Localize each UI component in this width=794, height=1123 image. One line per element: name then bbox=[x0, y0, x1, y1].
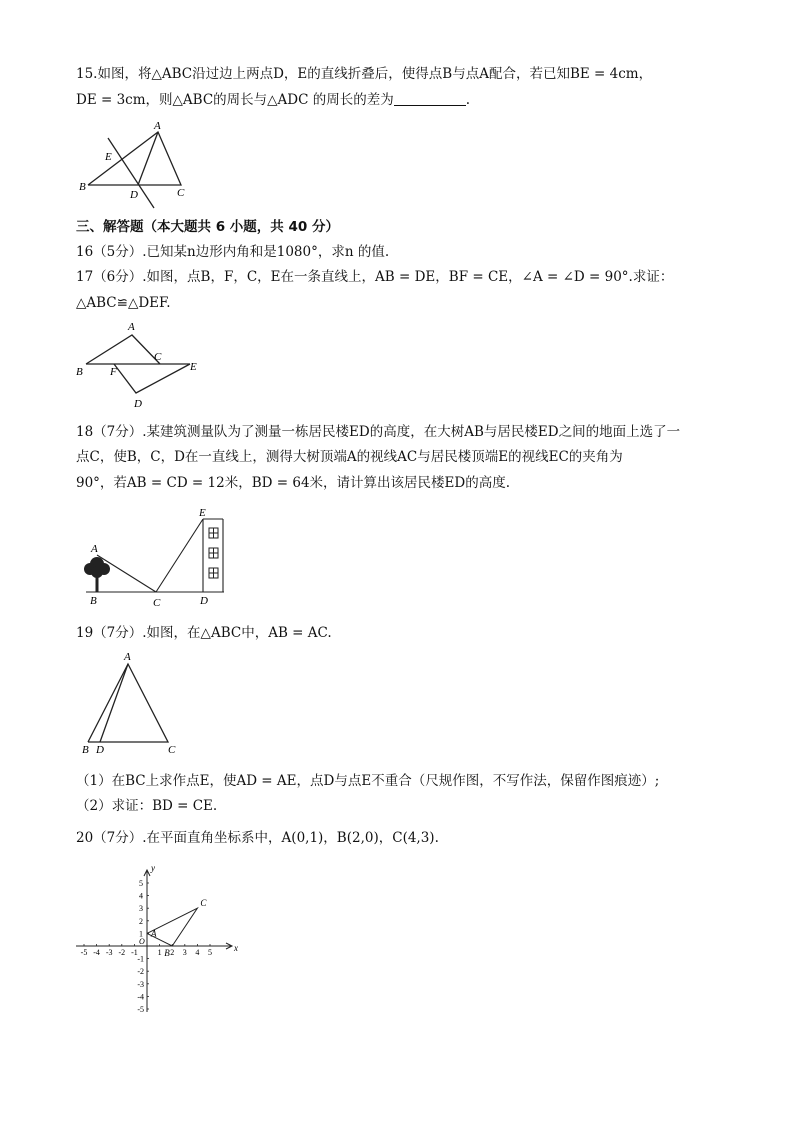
q15-line2-end: . bbox=[465, 92, 471, 108]
q15-figure bbox=[74, 118, 204, 213]
q19-figure bbox=[78, 650, 188, 760]
q15-line2-text: DE = 3cm，则△ABC的周长与△ADC 的周长的差为 bbox=[76, 92, 394, 108]
label-b: B bbox=[90, 595, 97, 607]
label-b: B bbox=[164, 948, 170, 958]
x-tick-label: 3 bbox=[182, 948, 187, 957]
label-f: F bbox=[110, 366, 117, 378]
x-tick-label: -3 bbox=[105, 948, 113, 957]
q20-text: 20（7分）.在平面直角坐标系中，A(0,1)，B(2,0)，C(4,3). bbox=[76, 830, 439, 846]
y-tick-label: -3 bbox=[137, 979, 144, 989]
label-c: C bbox=[177, 187, 185, 199]
label-c: C bbox=[200, 898, 207, 909]
q18-line1: 18（7分）.某建筑测量队为了测量一栋居民楼ED的高度，在大树AB与居民楼ED之间的地面上选了一 bbox=[76, 424, 681, 440]
q18-line3: 90°，若AB = CD = 12米，BD = 64米，请计算出该居民楼ED的高度. bbox=[76, 475, 511, 491]
label-e: E bbox=[190, 361, 197, 373]
x-axis-label: x bbox=[234, 943, 238, 953]
label-b: B bbox=[76, 366, 83, 378]
q15-line2 bbox=[76, 90, 470, 110]
q17-line2: △ABC≌△DEF. bbox=[76, 295, 171, 311]
y-tick-label: 3 bbox=[139, 904, 143, 914]
sight-line-ec bbox=[156, 519, 203, 592]
segment-ad bbox=[100, 664, 128, 742]
label-d: D bbox=[96, 744, 104, 756]
x-tick-label: -1 bbox=[131, 948, 138, 957]
label-d: D bbox=[200, 595, 208, 607]
triangle-abc bbox=[147, 908, 197, 946]
q19-part2: （2）求证：BD = CE. bbox=[76, 798, 218, 814]
x-tick-label: 4 bbox=[195, 948, 200, 957]
tree-icon bbox=[84, 557, 110, 592]
q16-text: 16（5分）.已知某n边形内角和是1080°，求n 的值. bbox=[76, 244, 390, 260]
triangle-abc bbox=[88, 132, 181, 185]
label-a: A bbox=[124, 651, 131, 663]
x-tick-label: 2 bbox=[170, 948, 175, 957]
y-tick-label: 2 bbox=[139, 916, 143, 926]
triangle-abc bbox=[86, 335, 160, 364]
origin-label: O bbox=[139, 937, 145, 946]
answer-blank bbox=[394, 91, 466, 106]
y-tick-label: 5 bbox=[139, 879, 143, 888]
x-tick-label: 1 bbox=[157, 948, 162, 957]
q18-figure bbox=[78, 506, 228, 610]
label-c: C bbox=[154, 351, 162, 363]
y-tick-label: 1 bbox=[139, 929, 143, 939]
y-tick-label: -4 bbox=[137, 992, 144, 1002]
label-b: B bbox=[82, 744, 89, 756]
x-tick-label: -4 bbox=[93, 948, 100, 957]
triangle-def bbox=[114, 364, 190, 393]
label-c: C bbox=[153, 597, 161, 609]
y-axis-label: y bbox=[151, 863, 155, 873]
section-title: 三、解答题（本大题共 6 小题，共 40 分） bbox=[76, 219, 339, 235]
y-tick-label: -5 bbox=[137, 1005, 144, 1014]
label-a: A bbox=[151, 928, 157, 939]
x-tick-label: -5 bbox=[80, 948, 88, 957]
q19-text: 19（7分）.如图，在△ABC中，AB = AC. bbox=[76, 625, 332, 641]
coordinate-plane bbox=[72, 862, 242, 1022]
building-windows bbox=[209, 528, 218, 578]
y-tick-label: -2 bbox=[137, 967, 144, 977]
label-a: A bbox=[91, 543, 98, 555]
q17-line1: 17（6分）.如图，点B，F，C，E在一条直线上，AB = DE，BF = CE，∠A = ∠D = 90°.求证： bbox=[76, 269, 674, 285]
y-tick-label: -1 bbox=[137, 954, 144, 964]
label-b: B bbox=[79, 181, 86, 193]
q15-line1: 15.如图，将△ABC沿过边上两点D，E的直线折叠后，使得点B与点A配合，若已知BE = 4cm， bbox=[76, 66, 653, 82]
triangle-abc bbox=[88, 664, 168, 742]
label-e: E bbox=[199, 507, 206, 519]
x-tick-label: 5 bbox=[208, 948, 212, 957]
q18-line2: 点C，使B，C，D在一直线上，测得大树顶端A的视线AC与居民楼顶端E的视线EC的夹角为 bbox=[76, 449, 623, 465]
label-d: D bbox=[130, 189, 138, 201]
x-tick-label: -2 bbox=[118, 948, 126, 957]
label-e: E bbox=[105, 151, 112, 163]
q17-figure bbox=[74, 318, 204, 410]
q19-part1: （1）在BC上求作点E，使AD = AE，点D与点E不重合（尺规作图，不写作法，保留作图痕迹）; bbox=[76, 773, 660, 789]
label-c: C bbox=[168, 744, 176, 756]
label-a: A bbox=[128, 321, 135, 333]
y-tick-label: 4 bbox=[139, 891, 143, 901]
label-d: D bbox=[134, 398, 142, 410]
label-a: A bbox=[154, 120, 161, 132]
